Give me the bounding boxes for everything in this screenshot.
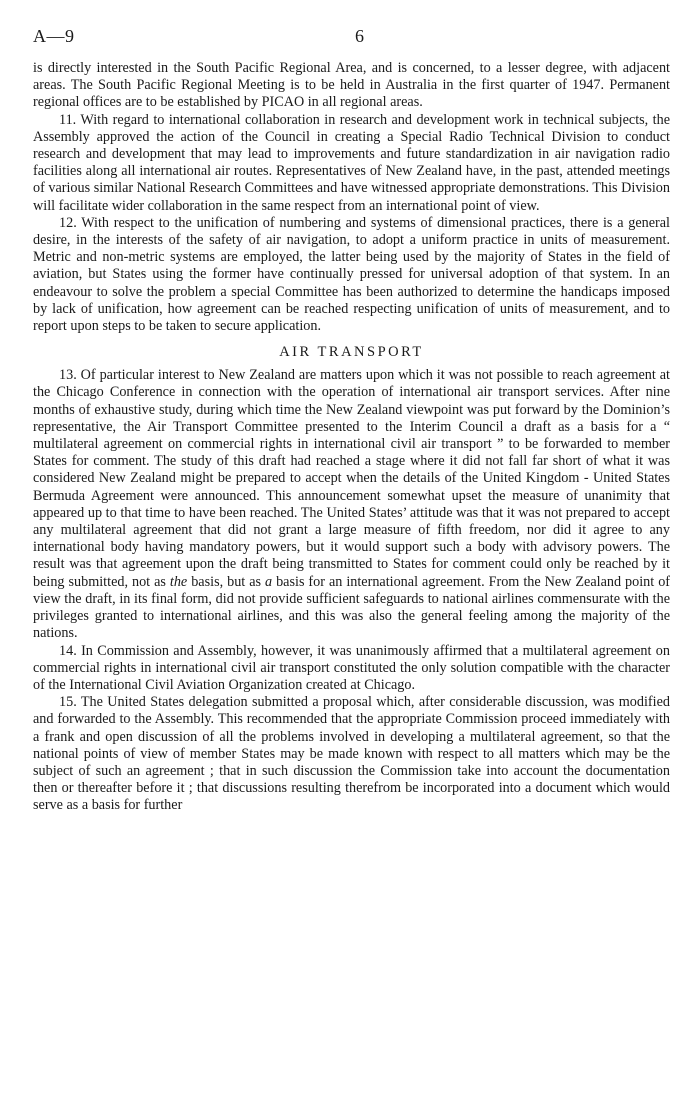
page-number: 6 [355,26,365,46]
paragraph-15: 15. The United States delegation submitted a proposal which, after considerable discussion, was modified and forwarded to the Assembly. This recommended that the appropriate Commission proceed immediately with a frank and open discussion of all the problems involved in developing a multilateral agreement, so that the national points of view of member States may be made known with respect to all matters which may be the subject of such an agreement ; that in such discussion the Commission take into account the documentation then or thereafter before it ; that discussions resulting therefrom be incorporated into a document which would serve as a basis for further [33,694,670,814]
emphasis-the: the [169,573,188,590]
emphasis-a: a [265,573,273,590]
paragraph-13-text: basis for an international agreement. From the New Zealand point of view the draft, in its final form, did not provide sufficient safeguards to national airlines commensurate with the privileges granted to international airlines, and this was also the general feeling among the majority of the nations. [33,573,671,642]
paragraph-14: 14. In Commission and Assembly, however, it was unanimously affirmed that a multilateral agreement on commercial rights in international civil air transport constituted the only solution compatible with the character of the International Civil Aviation Organization created at Chicago. [33,642,670,693]
section-heading: AIR TRANSPORT [279,344,424,361]
paragraph-13-text: 13. Of particular interest to New Zealand are matters upon which it was not possible to reach agreement at the Chicago Conference in connection with the operation of international air transport services. After nine months of exhaustive study, during which time the New Zealand viewpoint was put forward by the Dominion’s representative, the Air Transport Committee presented to the Interim Council a draft as a basis for a “ multilateral agreement on commercial rights in international civil air transport ” to be forwarded to member States for comment. The study of this draft had reached a stage where it did not fall far short of what it was considered New Zealand might be prepared to accept when the details of the United Kingdom - United States Bermuda Agreement were announced. This announcement somewhat upset the measure of unanimity that appeared up to that time to have been reached. The United States’ attitude was that it was not prepared to accept any multilateral agreement that did not grant a large measure of fifth freedom, nor did it agree to any international body having mandatory powers, but it would support such a body with advisory powers. The result was that agreement upon the draft being transmitted to States for comment could only be reached by it being submitted, not as [33,367,670,590]
paragraph-13-text: basis, but as [187,573,266,590]
paragraph-11: 11. With regard to international collaboration in research and development work in technical subjects, the Assembly approved the action of the Council in creating a Special Radio Technical Division to conduct research and development that may lead to improvements and future standardization in air navigation radio facilities along all international air routes. Representatives of New Zealand have, in the past, attended meetings of various similar National Research Committees and have witnessed appropriate demonstrations. This Division will facilitate wider collaboration in the same respect from an international point of view. [33,111,670,214]
paragraph-continuation: is directly interested in the South Pacific Regional Area, and is concerned, to a lesser degree, with adjacent areas. The South Pacific Regional Meeting is to be held in Australia in the first quarter of 1947. Permanent regional offices are to be established by PICAO in all regional areas. [33,60,670,111]
document-reference: A—9 [33,26,75,46]
page-header [33,26,670,60]
paragraph-13 [33,367,670,642]
paragraph-12: 12. With respect to the unification of numbering and systems of dimensional practices, there is a general desire, in the interests of the safety of air navigation, to adopt a uniform practice in units of measurement. Metric and non-metric systems are employed, the latter being used by the majority of States in the field of aviation, but States using the former have continually pressed for universal adoption of that system. In an endeavour to solve the problem a special Committee has been authorized to determine the handicaps imposed by lack of unification, how agreement can be reached respecting unification of units of measurement, and to report upon steps to be taken to secure application. [33,214,670,335]
